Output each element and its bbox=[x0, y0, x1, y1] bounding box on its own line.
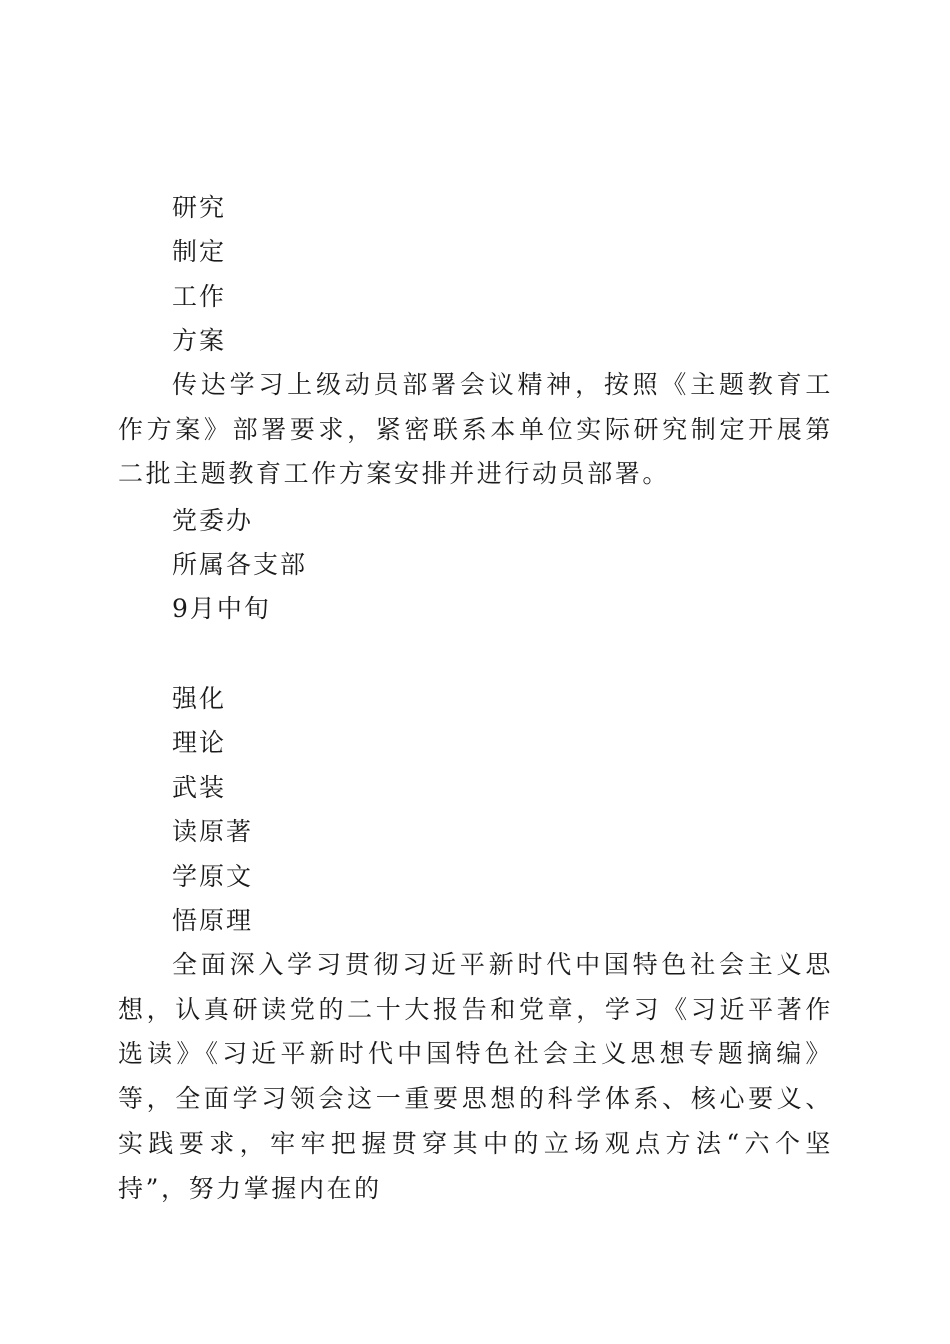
section1-item-research: 研究 bbox=[172, 193, 227, 222]
section1-item-formulate: 制定 bbox=[172, 237, 227, 266]
section2-item-arm: 武装 bbox=[172, 773, 227, 802]
section1-item-plan: 方案 bbox=[172, 326, 227, 355]
section1-item-work: 工作 bbox=[172, 282, 227, 311]
section1-lead-department: 党委办 bbox=[172, 506, 254, 535]
section2-item-study-texts: 学原文 bbox=[172, 862, 254, 891]
section2-item-read-originals: 读原著 bbox=[172, 817, 254, 846]
section1-participants: 所属各支部 bbox=[172, 550, 308, 579]
section2-description: 全面深入学习贯彻习近平新时代中国特色社会主义思想，认真研读党的二十大报告和党章，学习《习近平著作选读》《习近平新时代中国特色社会主义思想专题摘编》等，全面学习领会这一重要思想的科学体系、核心要义、实践要求，牢牢把握贯穿其中的立场观点方法“六个坚持”，努力掌握内在的 bbox=[118, 950, 833, 1203]
section2-item-theory: 理论 bbox=[172, 728, 227, 757]
section2-item-strengthen: 强化 bbox=[172, 684, 227, 713]
section1-description: 传达学习上级动员部署会议精神，按照《主题教育工作方案》部署要求，紧密联系本单位实际研究制定开展第二批主题教育工作方案安排并进行动员部署。 bbox=[118, 370, 833, 489]
section2-item-understand-principles: 悟原理 bbox=[172, 906, 254, 935]
section1-time: 9月中旬 bbox=[172, 594, 271, 623]
